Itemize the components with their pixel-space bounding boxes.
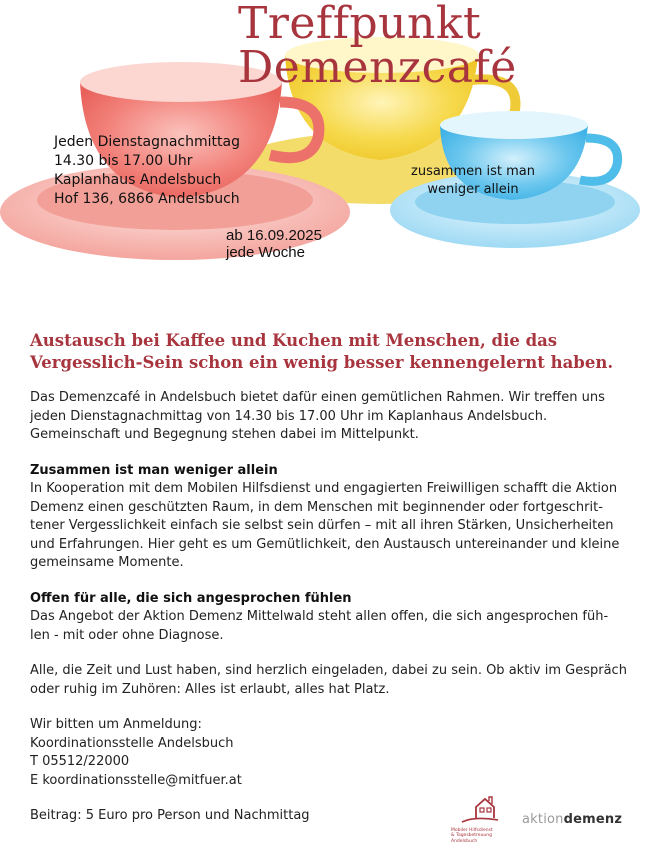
logo-bold: demenz [563, 812, 623, 827]
section-line: Das Angebot der Aktion Demenz Mittelwald steht allen offen, die sich angesprochen füh- [30, 609, 609, 624]
contact-intro: Wir bitten um Anmeldung: [30, 717, 202, 732]
section-open-text [30, 608, 642, 645]
title-line-2: Demenzcafé [238, 42, 517, 93]
intro-line: Das Demenzcafé in Andelsbuch bietet dafür einen gemütlichen Rahmen. Wir treffen uns [30, 390, 605, 405]
event-venue: Kaplanhaus Andelsbuch [54, 172, 222, 188]
invitation-line: oder ruhig im Zuhören: Alles ist erlaubt, alles hat Platz. [30, 681, 390, 697]
section-heading-together: Zusammen ist man weniger allein [30, 462, 278, 478]
section-line: gemeinsame Momente. [30, 555, 184, 570]
section-heading-open: Offen für alle, die sich angesprochen fühlen [30, 590, 352, 606]
contact-phone: T 05512/22000 [30, 754, 130, 769]
headline-line-2: Vergesslich-Sein schon ein wenig besser kennengelernt haben. [30, 353, 614, 372]
logo-caption-line: Andelsbuch [451, 838, 478, 844]
mobiler-hilfsdienst-logo [451, 796, 511, 848]
logo-prefix: aktion [522, 812, 564, 827]
intro-paragraph [30, 389, 642, 445]
contact-email: E koordinationsstelle@mitfuer.at [30, 772, 242, 788]
headline [30, 330, 640, 374]
page-title [238, 0, 517, 93]
contact-org: Koordinationsstelle Andelsbuch [30, 735, 234, 751]
house-icon [460, 796, 500, 826]
invitation-paragraph [30, 662, 642, 699]
event-address: Hof 136, 6866 Andelsbuch [54, 191, 240, 207]
fee-line: Beitrag: 5 Euro pro Person und Nachmittag [30, 808, 310, 823]
title-line-1: Treffpunkt [238, 0, 482, 49]
event-day: Jeden Dienstagnachmittag [54, 134, 240, 150]
aktion-demenz-logo [522, 812, 622, 827]
frequency: jede Woche [226, 244, 305, 261]
slogan-line-1: zusammen ist man [411, 164, 535, 179]
slogan [404, 163, 542, 199]
logo-caption-line: Mobiler Hilfsdienst [451, 828, 493, 833]
section-together-text [30, 480, 642, 573]
slogan-line-2: weniger allein [427, 182, 519, 197]
invitation-line: Alle, die Zeit und Lust haben, sind herzlich eingeladen, dabei zu sein. Ob aktiv im Gespräch [30, 663, 627, 678]
section-line: In Kooperation mit dem Mobilen Hilfsdienst und engagierten Freiwilligen schafft die Aktion [30, 481, 618, 496]
intro-line: Gemeinschaft und Begegnung stehen dabei im Mittelpunkt. [30, 427, 419, 442]
event-info [54, 133, 240, 209]
logo-caption-line: & Tagesbetreuung [451, 833, 492, 839]
section-line: tener Vergesslichkeit einfach sie selbst sein dürfen – mit all ihren Stärken, Unsicherheiten [30, 518, 614, 533]
section-line: und Erfahrungen. Hier geht es um Gemütlichkeit, den Austausch untereinander und kleine [30, 536, 620, 552]
start-date-block [226, 227, 322, 261]
intro-line: jeden Dienstagnachmittag von 14.30 bis 17.00 Uhr im Kaplanhaus Andelsbuch. [30, 408, 548, 424]
headline-line-1: Austausch bei Kaffee und Kuchen mit Menschen, die das [30, 331, 558, 350]
event-time: 14.30 bis 17.00 Uhr [54, 153, 193, 169]
contact-block [30, 716, 642, 790]
body-text [30, 389, 642, 826]
section-line: Demenz einen geschützten Raum, in dem Menschen mit beginnender oder fortgeschrit- [30, 499, 603, 515]
hero-section [0, 0, 661, 300]
section-line: len - mit oder ohne Diagnose. [30, 627, 224, 643]
start-date: ab 16.09.2025 [226, 227, 322, 244]
